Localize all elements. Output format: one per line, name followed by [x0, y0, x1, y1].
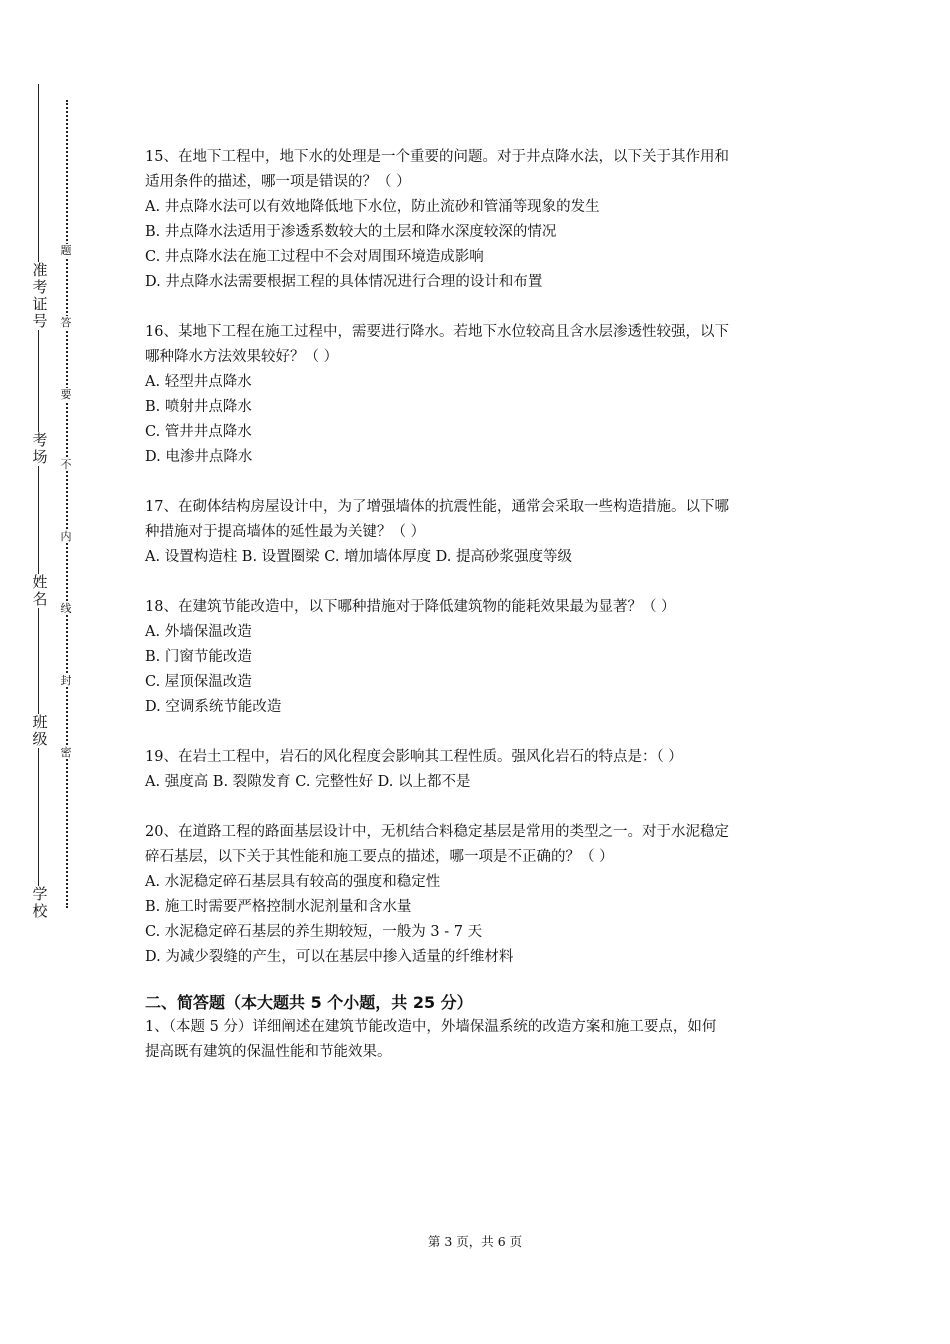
- field-exam-id-label: 准考证号: [30, 262, 50, 330]
- question-stem: 适用条件的描述，哪一项是错误的？（ ）: [145, 174, 411, 190]
- seal-char: 题: [58, 244, 74, 257]
- options-inline: A. 强度高 B. 裂隙发育 C. 完整性好 D. 以上都不是: [145, 774, 471, 790]
- seal-char: 密: [58, 746, 74, 759]
- question-stem: 16、某地下工程在施工过程中，需要进行降水。若地下水位较高且含水层渗透性较强，以下: [145, 324, 729, 340]
- seal-dotted-line: [66, 100, 68, 908]
- seal-char: 答: [58, 316, 74, 329]
- option-b: B. 井点降水法适用于渗透系数较大的土层和降水深度较深的情况: [145, 224, 557, 240]
- question-stem: 提高既有建筑的保温性能和节能效果。: [145, 1044, 392, 1060]
- option-a: A. 外墙保温改造: [145, 624, 252, 640]
- option-a: A. 轻型井点降水: [145, 374, 252, 390]
- option-d: D. 空调系统节能改造: [145, 699, 282, 715]
- question-15: [145, 145, 815, 295]
- question-stem: 种措施对于提高墙体的延性最为关键？（ ）: [145, 524, 426, 540]
- field-exam-room-label: 考场: [30, 432, 50, 466]
- option-b: B. 喷射井点降水: [145, 399, 252, 415]
- option-a: A. 井点降水法可以有效地降低地下水位，防止流砂和管涌等现象的发生: [145, 199, 600, 215]
- field-class-label: 班级: [30, 714, 50, 748]
- seal-char: 封: [58, 674, 74, 687]
- question-stem: 19、在岩土工程中，岩石的风化程度会影响其工程性质。强风化岩石的特点是：（ ）: [145, 749, 683, 765]
- question-stem: 17、在砌体结构房屋设计中，为了增强墙体的抗震性能，通常会采取一些构造措施。以下哪: [145, 499, 729, 515]
- binding-solid-line: [38, 84, 39, 909]
- option-b: B. 门窗节能改造: [145, 649, 252, 665]
- option-a: A. 水泥稳定碎石基层具有较高的强度和稳定性: [145, 874, 441, 890]
- option-d: D. 井点降水法需要根据工程的具体情况进行合理的设计和布置: [145, 274, 543, 290]
- seal-char: 要: [58, 388, 74, 401]
- question-20: [145, 820, 815, 970]
- field-school-label: 学校: [30, 886, 50, 920]
- option-d: D. 电渗井点降水: [145, 449, 253, 465]
- short-answer-question-1: [145, 1015, 815, 1065]
- question-stem: 15、在地下工程中，地下水的处理是一个重要的问题。对于井点降水法，以下关于其作用和: [145, 149, 729, 165]
- question-19: [145, 745, 815, 795]
- seal-char: 内: [58, 530, 74, 543]
- question-stem: 1、（本题 5 分）详细阐述在建筑节能改造中，外墙保温系统的改造方案和施工要点，如何: [145, 1019, 717, 1035]
- question-16: [145, 320, 815, 470]
- seal-char: 线: [58, 602, 74, 615]
- option-c: C. 井点降水法在施工过程中不会对周围环境造成影响: [145, 249, 484, 265]
- option-b: B. 施工时需要严格控制水泥剂量和含水量: [145, 899, 412, 915]
- seal-char: 不: [58, 458, 74, 471]
- field-name-label: 姓名: [30, 574, 50, 608]
- binding-margin: [0, 0, 90, 1344]
- question-17: [145, 495, 815, 570]
- question-stem: 20、在道路工程的路面基层设计中，无机结合料稳定基层是常用的类型之一。对于水泥稳定: [145, 824, 729, 840]
- question-stem: 碎石基层，以下关于其性能和施工要点的描述，哪一项是不正确的？（ ）: [145, 849, 614, 865]
- page-footer: 第 3 页，共 6 页: [427, 1234, 523, 1249]
- question-18: [145, 595, 815, 720]
- question-stem: 18、在建筑节能改造中，以下哪种措施对于降低建筑物的能耗效果最为显著？（ ）: [145, 599, 676, 615]
- option-c: C. 管井井点降水: [145, 424, 252, 440]
- options-inline: A. 设置构造柱 B. 设置圈梁 C. 增加墙体厚度 D. 提高砂浆强度等级: [145, 549, 573, 565]
- section-title: 二、简答题（本大题共 5 个小题，共 25 分）: [145, 993, 473, 1012]
- option-d: D. 为减少裂缝的产生，可以在基层中掺入适量的纤维材料: [145, 949, 514, 965]
- option-c: C. 水泥稳定碎石基层的养生期较短，一般为 3 - 7 天: [145, 924, 483, 940]
- question-stem: 哪种降水方法效果较好？（ ）: [145, 349, 339, 365]
- option-c: C. 屋顶保温改造: [145, 674, 252, 690]
- exam-content: [145, 145, 815, 1065]
